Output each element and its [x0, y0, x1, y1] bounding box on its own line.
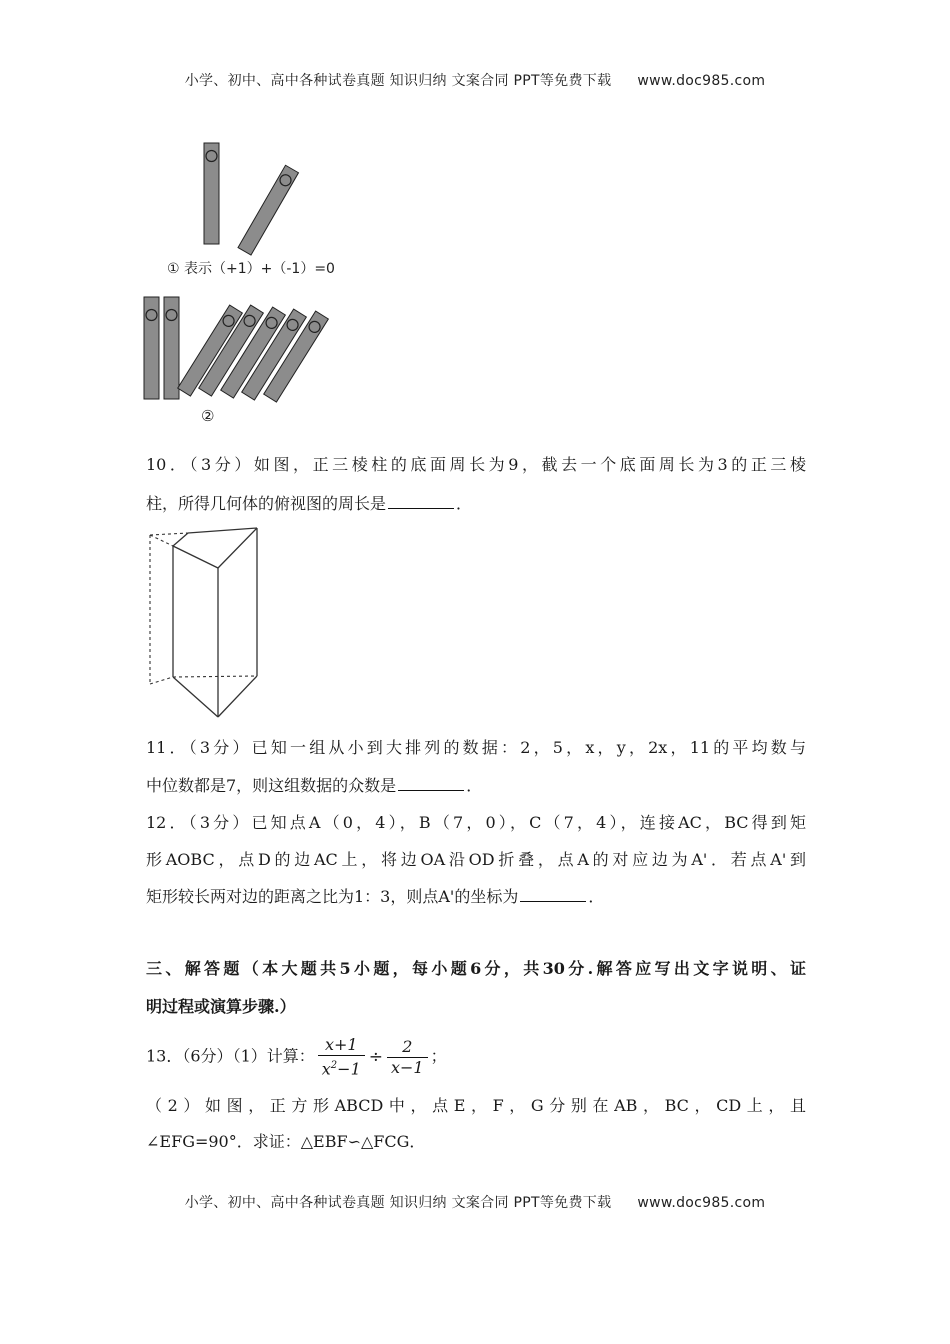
question-10-line-1	[146, 450, 806, 480]
question-13-part-2-line-2	[146, 1127, 806, 1157]
question-number: 13．	[146, 1046, 183, 1066]
question-10-line-2	[146, 489, 806, 519]
question-13-part-2-line-1	[146, 1091, 806, 1121]
question-11-line-2	[146, 771, 806, 801]
denominator-exponent: 2	[330, 1060, 338, 1071]
question-text: （2）如图，正方形ABCD中，点E，F，G分别在AB，BC，CD上，且	[146, 1096, 806, 1115]
question-number: 11．	[146, 738, 189, 757]
fraction-denominator	[318, 1055, 365, 1079]
section-heading-text: 三、解答题（本大题共5小题，每小题6分，共30分.解答应写出文字说明、证	[146, 959, 806, 978]
question-end: ．	[466, 776, 483, 795]
header-text: 小学、初中、高中各种试卷真题 知识归纳 文案合同 PPT等免费下载	[184, 73, 612, 89]
divide-sign: ÷	[368, 1047, 383, 1068]
question-text: 形AOBC，点D的边AC上，将边OA沿OD折叠，点A的对应边为A'．若点A'到	[146, 850, 806, 869]
section-heading-line-2	[146, 992, 806, 1022]
footer-url: www.doc985.com	[637, 1195, 766, 1211]
stick-vertical	[144, 297, 159, 399]
question-end: ．	[456, 494, 473, 513]
question-text: 已知点A（0，4），B（7，0），C（7，4），连接AC，BC得到矩	[251, 813, 806, 832]
question-text: 中位数都是7，则这组数据的众数是	[146, 776, 397, 795]
stick-tilted	[238, 165, 298, 255]
question-score: （6分）	[182, 1046, 233, 1066]
part-end: ；	[430, 1046, 447, 1066]
answer-blank	[388, 490, 454, 509]
fraction-denominator: x−1	[387, 1057, 428, 1078]
section-heading-text: 明过程或演算步骤.）	[146, 997, 296, 1016]
question-text: 如图，正三棱柱的底面周长为9，截去一个底面周长为3的正三棱	[253, 455, 806, 474]
figure-label-2: ②	[201, 407, 215, 425]
part-prefix: （1）计算：	[232, 1046, 315, 1066]
question-text: 柱，所得几何体的俯视图的周长是	[146, 494, 387, 513]
fraction-numerator: 2	[402, 1036, 413, 1056]
question-11-line-1	[146, 733, 806, 763]
question-score: （3分）	[188, 738, 252, 757]
question-12-line-2	[146, 845, 806, 875]
question-13-part-1	[146, 1035, 806, 1079]
stick-vertical	[164, 297, 179, 399]
fraction-2	[387, 1037, 428, 1078]
question-end: ．	[588, 887, 605, 906]
question-number: 12．	[146, 813, 189, 832]
fraction-numerator: x+1	[324, 1035, 358, 1054]
question-score: （3分）	[188, 813, 252, 832]
denominator-base: x	[321, 1059, 331, 1079]
page-footer	[0, 1192, 950, 1212]
question-text: 已知一组从小到大排列的数据：2，5，x，y，2x，11的平均数与	[251, 738, 806, 757]
answer-blank	[520, 883, 586, 902]
footer-text: 小学、初中、高中各种试卷真题 知识归纳 文案合同 PPT等免费下载	[184, 1195, 612, 1211]
question-text: 矩形较长两对边的距离之比为1：3，则点A'的坐标为	[146, 887, 519, 906]
question-12-line-3	[146, 882, 806, 912]
answer-blank	[398, 772, 464, 791]
sticks-figure	[130, 135, 370, 435]
section-heading-line-1	[146, 954, 806, 984]
stick-vertical	[204, 143, 219, 244]
page-header	[0, 70, 950, 90]
question-number: 10．	[146, 455, 190, 474]
prism-figure	[140, 520, 270, 725]
denominator-rest: −1	[337, 1059, 361, 1079]
question-text: ∠EFG=90°．求证：△EBF∽△FCG．	[146, 1132, 426, 1151]
header-url: www.doc985.com	[637, 73, 766, 89]
figure-label-1: ① 表示（+1）+（-1）=0	[167, 261, 335, 277]
fraction-1	[318, 1035, 365, 1079]
question-score: （3分）	[189, 455, 254, 474]
question-12-line-1	[146, 808, 806, 838]
